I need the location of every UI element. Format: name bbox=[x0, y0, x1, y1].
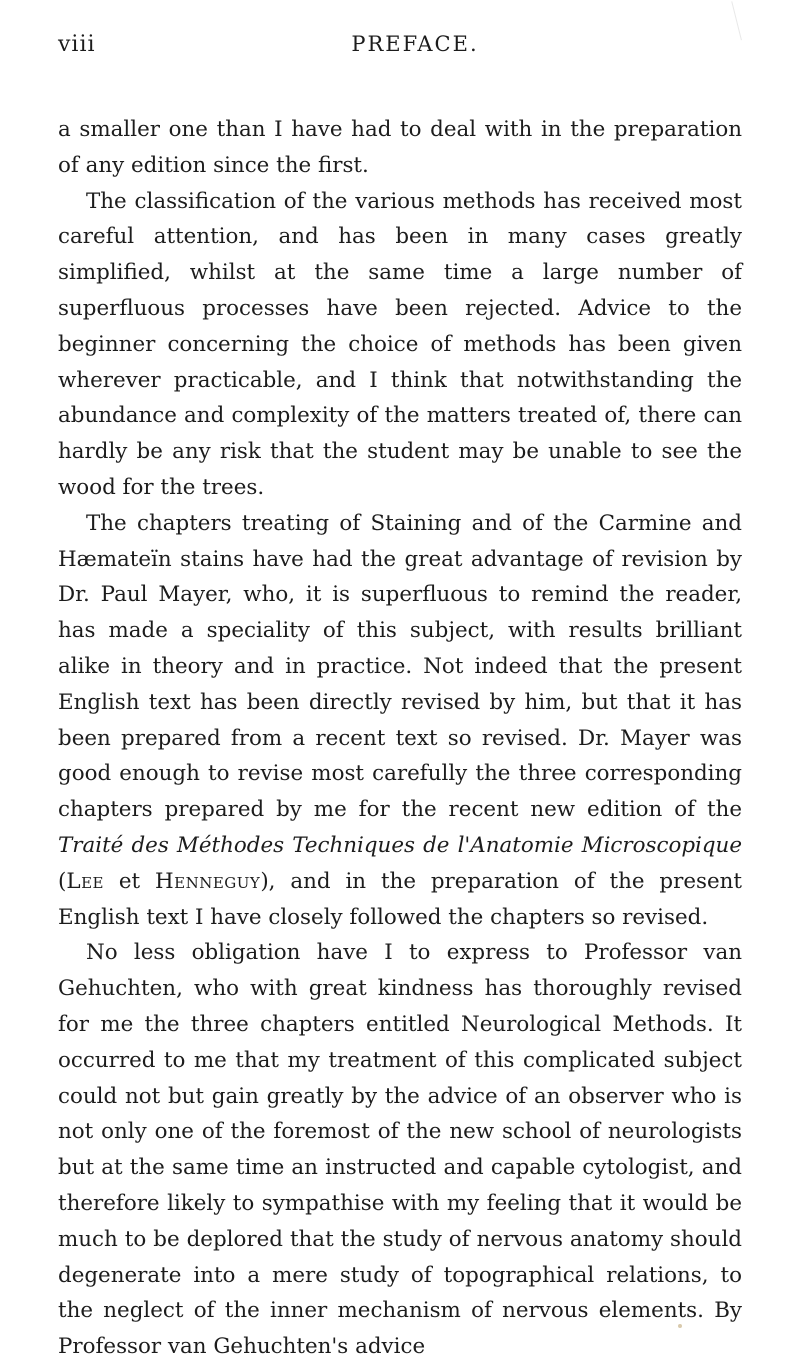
paper-speck bbox=[678, 1324, 682, 1328]
body-text bbox=[58, 112, 742, 1365]
paragraph-continuation: a smaller one than I have had to deal with in the preparation of any edition since the first. bbox=[58, 117, 742, 178]
running-head bbox=[58, 32, 742, 68]
paragraph-neurological-methods: No less obligation have I to express to Professor van Gehuchten, who with great kindness has thoroughly revised for me the three chapters entitled Neurological Methods. It occurred to me that my treatment of this complicated subject could not but gain greatly by the advice of an observer who is not only one of the foremost of the new school of neurologists but at the same time an instructed and capable cytologist, and therefore likely to sympathise with my feeling that it would be much to be deplored that the study of nervous anatomy should degenerate into a mere study of topographical relations, to the neglect of the inner mechanism of nervous elements. By Professor van Gehuchten's advice bbox=[58, 940, 742, 1360]
paragraph-text: The chapters treating of Staining and of the Carmine and Hæmateïn stains have had the great advantage of revision by Dr. Paul Mayer, who, it is superfluous to remind the reader, has made a speciality of this subject, with results brilliant alike in theory and in practice. Not indeed that the present English text has been directly revised by him, but that it has been prepared from a recent text so revised. Dr. Mayer was good enough to revise most carefully the three corresponding chapters prepared by me for the recent new edition of the bbox=[58, 510, 742, 823]
paren-open: ( bbox=[58, 868, 67, 894]
running-title: PREFACE. bbox=[351, 32, 479, 56]
conjunction-et: et bbox=[103, 868, 155, 894]
author-name-lee: Lee bbox=[66, 868, 104, 894]
page-number: viii bbox=[58, 32, 96, 57]
author-name-henneguy: Henneguy bbox=[154, 868, 261, 894]
paragraph-classification: The classification of the various methods has received most careful attention, and has been in many cases greatly simplified, whilst at the same time a large number of superfluous processes have been rejected. Advice to the beginner concerning the choice of methods has been given wherever practicable, and I think that notwithstanding the abundance and complexity of the matters treated of, there can hardly be any risk that the student may be unable to see the wood for the trees. bbox=[58, 188, 742, 500]
book-title-italic: Traité des Méthodes Techniques de l'Anatomie Microscopique bbox=[58, 832, 742, 858]
paragraph-text-end: ), and in the preparation of the present English text I have closely followed the chapters so revised. bbox=[58, 868, 742, 930]
paragraph-staining-chapters bbox=[58, 506, 742, 936]
